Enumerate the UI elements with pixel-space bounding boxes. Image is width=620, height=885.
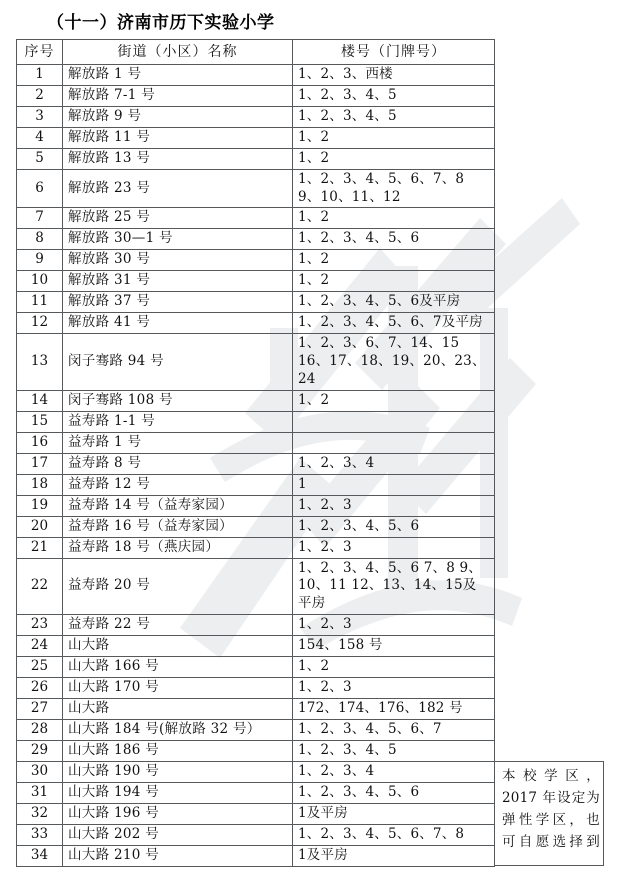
cell-index: 5 [17, 149, 63, 170]
cell-index: 24 [17, 635, 63, 656]
cell-street-name: 益寿路 14 号（益寿家园） [63, 495, 293, 516]
cell-building-numbers [293, 432, 495, 453]
cell-building-numbers: 1及平房 [293, 803, 495, 824]
table-row [17, 170, 495, 208]
cell-index: 34 [17, 845, 63, 866]
cell-street-name: 山大路 [63, 698, 293, 719]
cell-building-numbers: 1、2、3、4、5 [293, 86, 495, 107]
cell-building-numbers: 1、2、3 [293, 614, 495, 635]
table-row [17, 719, 495, 740]
cell-building-numbers: 1、2、3、4、5、6及平房 [293, 292, 495, 313]
cell-index: 2 [17, 86, 63, 107]
cell-building-numbers: 1、2、3、4、5 [293, 107, 495, 128]
table-row [17, 313, 495, 334]
table-header [17, 40, 495, 65]
cell-index: 15 [17, 411, 63, 432]
cell-index: 12 [17, 313, 63, 334]
table-row [17, 698, 495, 719]
cell-street-name: 解放路 1 号 [63, 65, 293, 86]
table-row [17, 208, 495, 229]
note-line: 可自愿选择到 [502, 834, 600, 851]
cell-index: 32 [17, 803, 63, 824]
table-row [17, 86, 495, 107]
table-row [17, 614, 495, 635]
table-row [17, 740, 495, 761]
table-row [17, 495, 495, 516]
zone-table-wrapper [16, 39, 604, 867]
cell-building-numbers: 1、2、3、4 [293, 761, 495, 782]
cell-index: 21 [17, 537, 63, 558]
cell-index: 27 [17, 698, 63, 719]
cell-index: 9 [17, 250, 63, 271]
table-row [17, 271, 495, 292]
table-row [17, 824, 495, 845]
column-header-street: 街道（小区）名称 [63, 40, 293, 65]
table-body [17, 65, 495, 867]
table-row [17, 432, 495, 453]
note-line: 2017 年设定为 [502, 790, 600, 807]
table-row [17, 411, 495, 432]
cell-street-name: 益寿路 20 号 [63, 558, 293, 614]
document-page [0, 8, 620, 867]
cell-street-name: 解放路 23 号 [63, 170, 293, 208]
note-line: 本校学区， [502, 768, 600, 785]
table-row [17, 334, 495, 390]
cell-index: 7 [17, 208, 63, 229]
cell-building-numbers: 1、2 [293, 208, 495, 229]
cell-building-numbers: 1、2 [293, 128, 495, 149]
cell-street-name: 益寿路 1 号 [63, 432, 293, 453]
cell-street-name: 闵子骞路 108 号 [63, 390, 293, 411]
cell-index: 6 [17, 170, 63, 208]
column-header-building: 楼号（门牌号） [293, 40, 495, 65]
cell-building-numbers: 1、2、3、4 [293, 453, 495, 474]
table-row [17, 677, 495, 698]
cell-building-numbers: 1、2 [293, 149, 495, 170]
cell-index: 31 [17, 782, 63, 803]
cell-index: 22 [17, 558, 63, 614]
cell-street-name: 山大路 [63, 635, 293, 656]
cell-building-numbers: 1、2、3、4、5、6 7、8 9、10、11 12、13、14、15及平房 [293, 558, 495, 614]
cell-index: 10 [17, 271, 63, 292]
cell-index: 19 [17, 495, 63, 516]
cell-street-name: 山大路 186 号 [63, 740, 293, 761]
table-row [17, 453, 495, 474]
table-row [17, 782, 495, 803]
cell-street-name: 益寿路 22 号 [63, 614, 293, 635]
cell-street-name: 益寿路 16 号（益寿家园） [63, 516, 293, 537]
table-row [17, 128, 495, 149]
cell-street-name: 益寿路 8 号 [63, 453, 293, 474]
cell-building-numbers: 1、2、3、4、5、6、7及平房 [293, 313, 495, 334]
cell-building-numbers: 1、2、3 [293, 537, 495, 558]
cell-street-name: 解放路 9 号 [63, 107, 293, 128]
cell-index: 8 [17, 229, 63, 250]
school-zone-table [16, 39, 495, 867]
cell-street-name: 闵子骞路 94 号 [63, 334, 293, 390]
cell-street-name: 解放路 30—1 号 [63, 229, 293, 250]
cell-street-name: 山大路 166 号 [63, 656, 293, 677]
cell-building-numbers: 1、2、3、4、5、6 [293, 782, 495, 803]
table-row [17, 803, 495, 824]
cell-index: 11 [17, 292, 63, 313]
table-row [17, 390, 495, 411]
cell-building-numbers: 1、2 [293, 390, 495, 411]
cell-street-name: 解放路 11 号 [63, 128, 293, 149]
cell-street-name: 山大路 196 号 [63, 803, 293, 824]
cell-street-name: 山大路 184 号(解放路 32 号） [63, 719, 293, 740]
cell-building-numbers: 1、2、3、4、5、6 [293, 516, 495, 537]
cell-index: 29 [17, 740, 63, 761]
cell-index: 26 [17, 677, 63, 698]
cell-building-numbers: 1、2、3、4、5、6、7 [293, 719, 495, 740]
table-row [17, 229, 495, 250]
cell-street-name: 解放路 13 号 [63, 149, 293, 170]
header-row [17, 40, 495, 65]
cell-building-numbers: 172、174、176、182 号 [293, 698, 495, 719]
table-row [17, 537, 495, 558]
cell-index: 3 [17, 107, 63, 128]
cell-index: 1 [17, 65, 63, 86]
cell-index: 33 [17, 824, 63, 845]
table-row [17, 558, 495, 614]
table-row [17, 635, 495, 656]
cell-building-numbers: 1、2、3、4、5 [293, 740, 495, 761]
cell-street-name: 山大路 202 号 [63, 824, 293, 845]
table-row [17, 516, 495, 537]
cell-street-name: 山大路 210 号 [63, 845, 293, 866]
cell-street-name: 解放路 30 号 [63, 250, 293, 271]
table-row [17, 761, 495, 782]
cell-building-numbers: 1、2、3、6、7、14、15 16、17、18、19、20、23、 24 [293, 334, 495, 390]
cell-street-name: 益寿路 1-1 号 [63, 411, 293, 432]
cell-street-name: 益寿路 18 号（燕庆园） [63, 537, 293, 558]
cell-street-name: 解放路 41 号 [63, 313, 293, 334]
page-title: （十一）济南市历下实验小学 [47, 13, 275, 33]
cell-index: 18 [17, 474, 63, 495]
table-row [17, 292, 495, 313]
table-row [17, 250, 495, 271]
cell-building-numbers: 1、2、3、4、5、6、7、8 [293, 824, 495, 845]
cell-building-numbers: 1、2、3、4、5、6 [293, 229, 495, 250]
cell-street-name: 益寿路 12 号 [63, 474, 293, 495]
cell-building-numbers: 1、2 [293, 656, 495, 677]
cell-street-name: 解放路 31 号 [63, 271, 293, 292]
note-line: 弹性学区，也 [502, 812, 600, 829]
cell-building-numbers: 1、2、3 [293, 677, 495, 698]
cell-street-name: 解放路 37 号 [63, 292, 293, 313]
cell-index: 17 [17, 453, 63, 474]
cell-street-name: 解放路 7-1 号 [63, 86, 293, 107]
cell-index: 28 [17, 719, 63, 740]
cell-building-numbers: 1、2 [293, 271, 495, 292]
cell-building-numbers: 1、2、3 [293, 495, 495, 516]
table-row [17, 474, 495, 495]
cell-building-numbers: 1 [293, 474, 495, 495]
cell-building-numbers: 1、2、3、4、5、6、7、8 9、10、11、12 [293, 170, 495, 208]
cell-building-numbers [293, 411, 495, 432]
cell-building-numbers: 154、158 号 [293, 635, 495, 656]
column-header-index: 序号 [17, 40, 63, 65]
table-row [17, 845, 495, 866]
cell-street-name: 解放路 25 号 [63, 208, 293, 229]
cell-index: 14 [17, 390, 63, 411]
cell-street-name: 山大路 170 号 [63, 677, 293, 698]
cell-index: 4 [17, 128, 63, 149]
cell-index: 25 [17, 656, 63, 677]
cell-index: 20 [17, 516, 63, 537]
cell-building-numbers: 1、2、3、西楼 [293, 65, 495, 86]
elastic-zone-note [494, 761, 604, 866]
cell-index: 16 [17, 432, 63, 453]
table-row [17, 656, 495, 677]
table-row [17, 107, 495, 128]
cell-building-numbers: 1、2 [293, 250, 495, 271]
cell-index: 30 [17, 761, 63, 782]
cell-building-numbers: 1及平房 [293, 845, 495, 866]
cell-index: 23 [17, 614, 63, 635]
cell-index: 13 [17, 334, 63, 390]
cell-street-name: 山大路 190 号 [63, 761, 293, 782]
table-row [17, 65, 495, 86]
cell-street-name: 山大路 194 号 [63, 782, 293, 803]
table-row [17, 149, 495, 170]
